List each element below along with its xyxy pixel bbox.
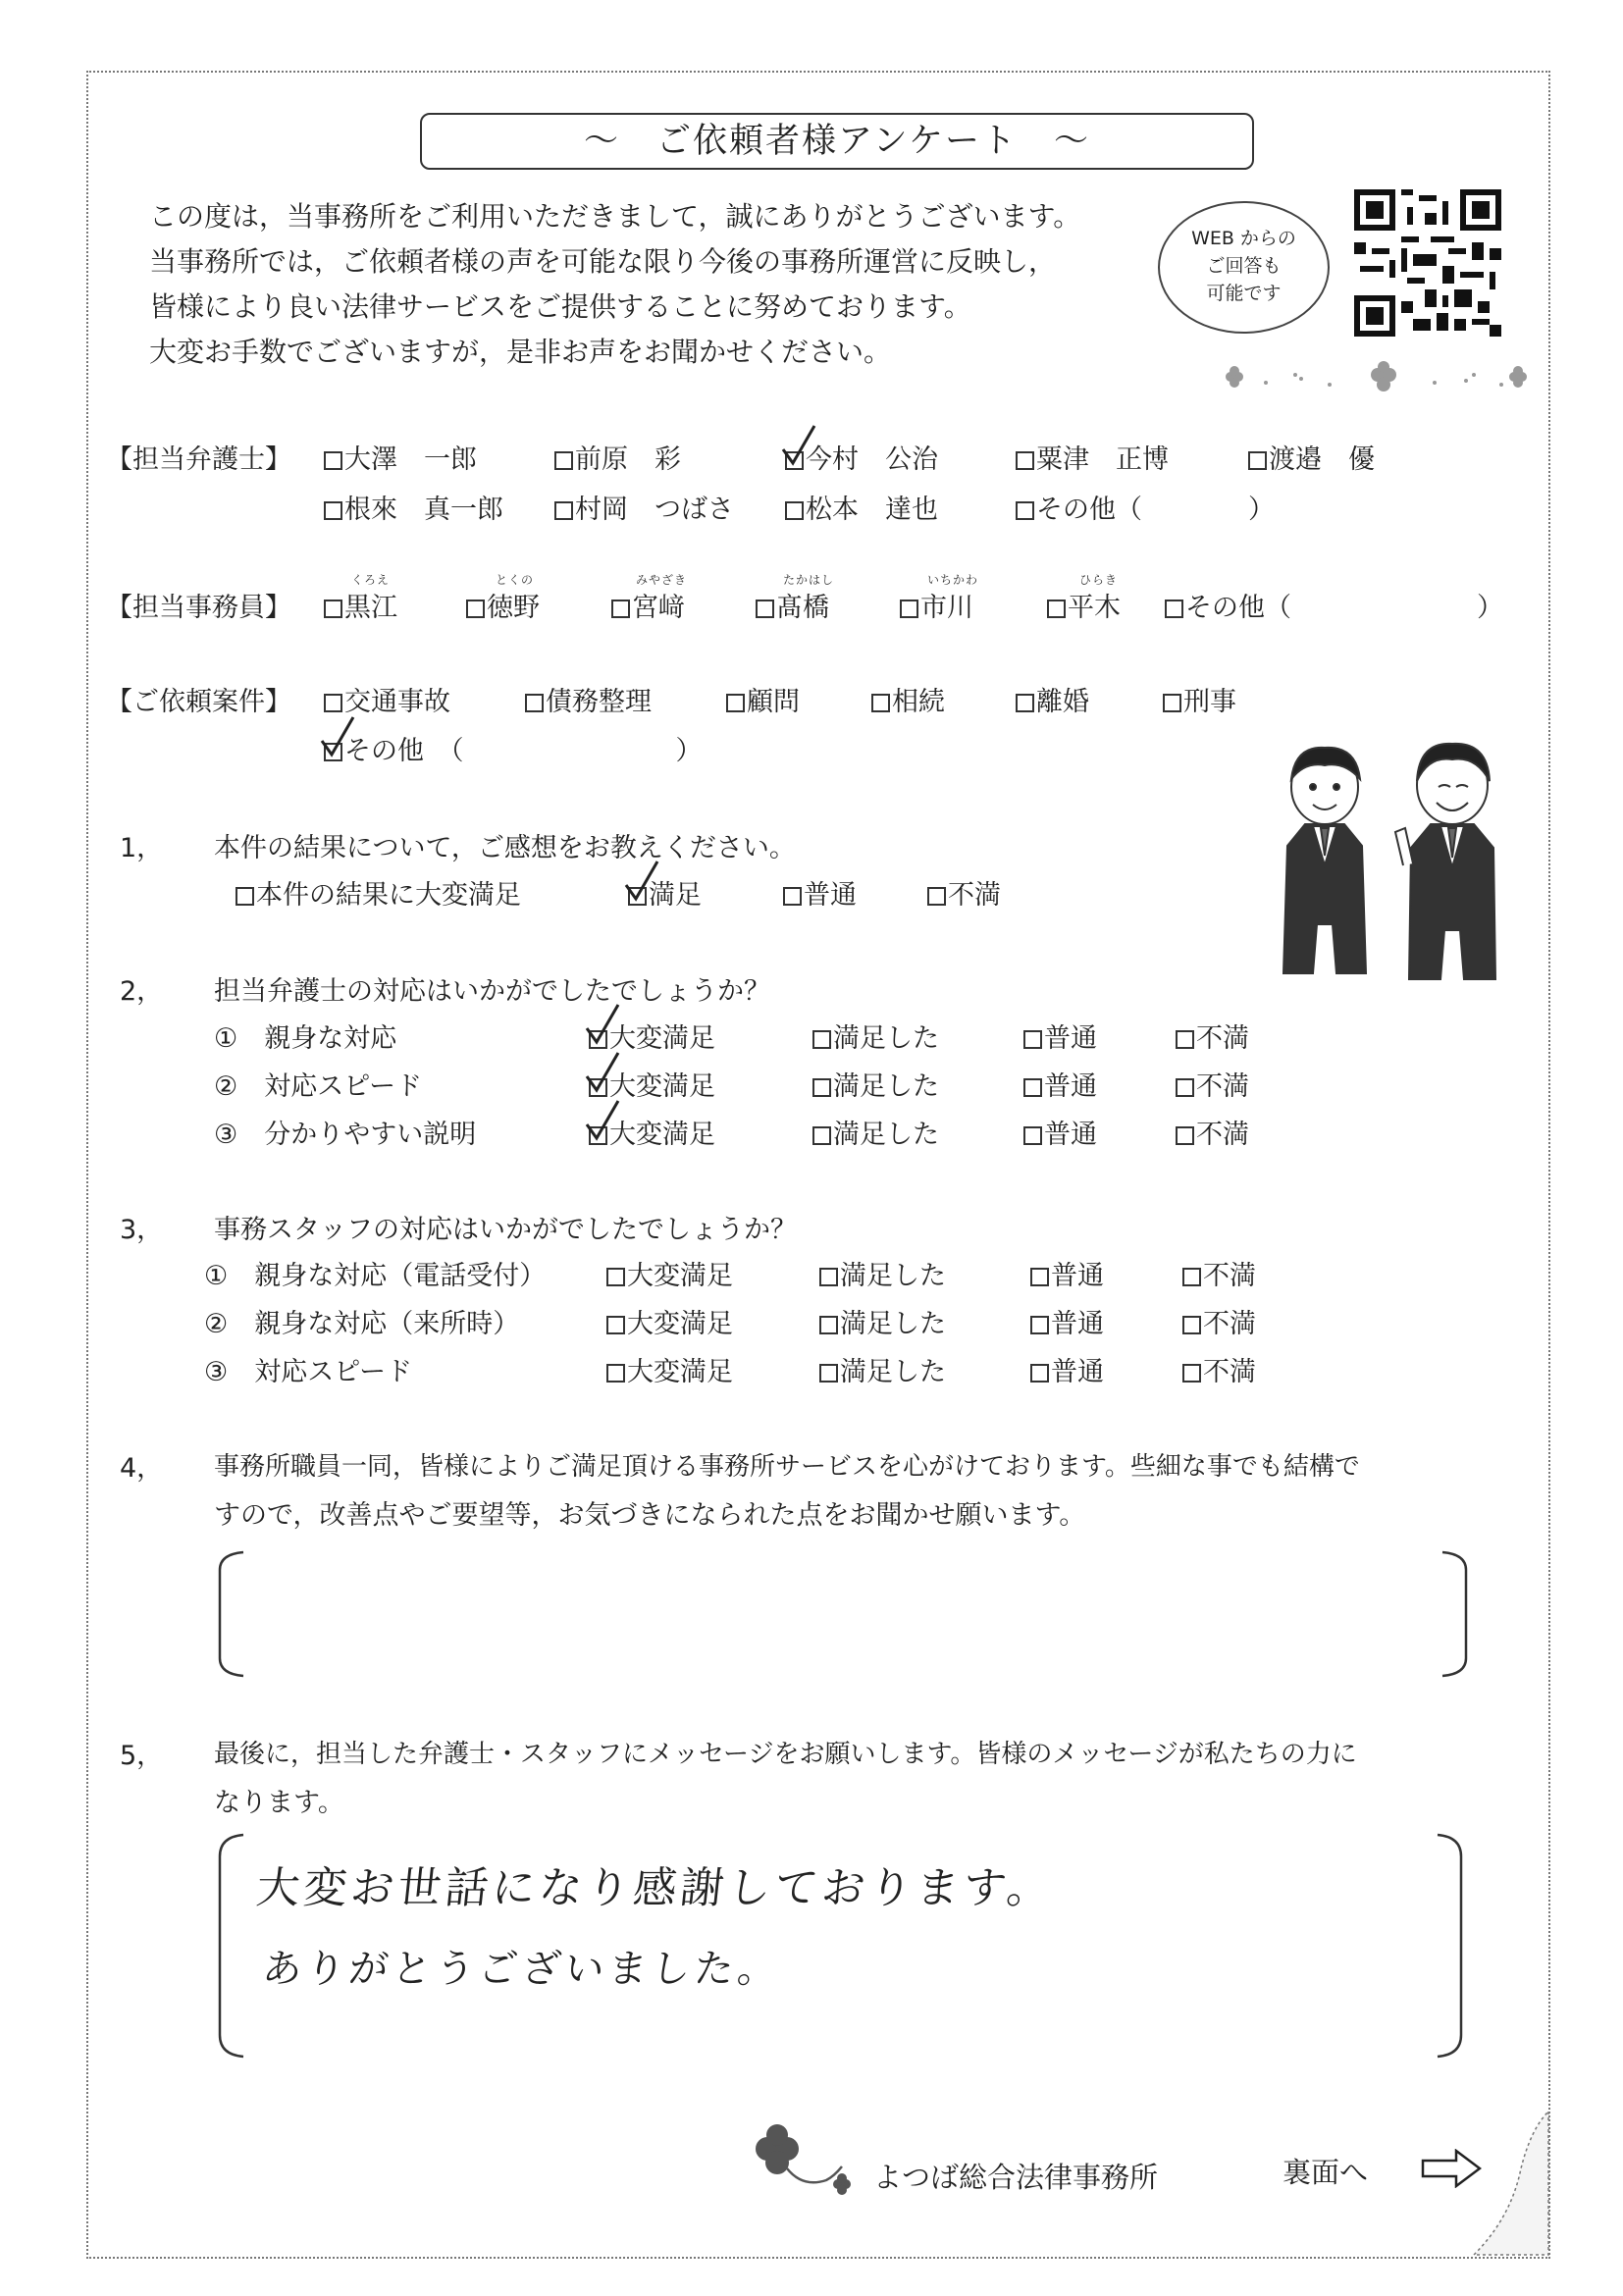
option-label: 大変満足 [609, 1023, 715, 1054]
q1-option[interactable] [783, 873, 857, 912]
checkbox[interactable] [1016, 501, 1034, 520]
checkbox[interactable] [1176, 1030, 1194, 1049]
lawyer-option[interactable] [554, 438, 681, 476]
option-label: 不満 [948, 880, 1001, 911]
lawyer-option[interactable] [324, 488, 503, 526]
checkbox[interactable] [819, 1316, 838, 1334]
case-option[interactable] [871, 680, 945, 718]
checkbox[interactable] [1016, 451, 1034, 470]
staff-name: 髙橋 [776, 593, 829, 623]
checkbox-checked[interactable] [628, 887, 647, 906]
q3-option[interactable] [819, 1254, 946, 1292]
qr-code-icon[interactable] [1354, 189, 1501, 337]
case-label: 債務整理 [546, 687, 652, 717]
checkbox[interactable] [611, 600, 630, 618]
checkbox[interactable] [1023, 1078, 1042, 1097]
right-bracket-icon [1433, 1550, 1472, 1678]
q2-option[interactable] [812, 1017, 939, 1055]
q2-option[interactable] [1023, 1017, 1097, 1055]
checkbox[interactable] [1182, 1268, 1201, 1286]
checkbox[interactable] [1176, 1126, 1194, 1145]
page-curl-icon [1472, 2110, 1550, 2257]
q5-text-cont: なります。 [214, 1788, 344, 1818]
checkbox[interactable] [236, 887, 254, 906]
q2-option[interactable] [1176, 1017, 1249, 1055]
case-label: 刑事 [1183, 687, 1236, 717]
lawyers-illustration-icon [1266, 738, 1521, 993]
q3-option[interactable] [1030, 1254, 1104, 1292]
checkbox[interactable] [1023, 1030, 1042, 1049]
option-label: 普通 [804, 880, 857, 911]
option-label: 満足した [833, 1120, 939, 1150]
right-bracket-icon [1428, 1833, 1467, 2059]
checkbox[interactable] [1163, 694, 1181, 712]
q1-option[interactable] [236, 873, 521, 912]
checkbox[interactable] [606, 1316, 625, 1334]
q2-row-label: ① 親身な対応 [214, 1023, 397, 1054]
option-label: 不満 [1203, 1261, 1256, 1291]
q4-text: 事務所職員一同，皆様によりご満足頂ける事務所サービスを心がけております。些細な事でも結構で [214, 1452, 1360, 1482]
intro-line: 大変お手数でございますが，是非お声をお聞かせください。 [149, 336, 892, 368]
checkbox[interactable] [525, 694, 544, 712]
checkbox[interactable] [927, 887, 946, 906]
q3-option[interactable] [1030, 1302, 1104, 1340]
checkbox[interactable] [900, 600, 918, 618]
case-option[interactable] [726, 680, 800, 718]
checkbox-checked[interactable] [589, 1126, 607, 1145]
option-label: 満足した [833, 1023, 939, 1054]
staff-name: その他（ ） [1185, 593, 1503, 623]
intro-line: この度は，当事務所をご利用いただきまして，誠にありがとうございます。 [149, 200, 1081, 233]
checkbox[interactable] [1030, 1316, 1049, 1334]
checkbox[interactable] [1248, 451, 1267, 470]
checkbox[interactable] [812, 1030, 831, 1049]
q2-option[interactable] [812, 1065, 939, 1103]
q3-row-label: ① 親身な対応（電話受付） [204, 1261, 547, 1291]
bubble-line: WEB からの [1191, 228, 1296, 249]
checkbox[interactable] [1030, 1268, 1049, 1286]
option-label: 大変満足 [627, 1357, 733, 1387]
staff-option[interactable] [756, 586, 829, 624]
staff-name: 徳野 [487, 593, 540, 623]
staff-ruby: いちかわ [927, 573, 979, 587]
option-label: 満足した [840, 1357, 946, 1387]
case-label: 離婚 [1036, 687, 1089, 717]
option-label: 満足した [840, 1309, 946, 1339]
checkbox-checked[interactable] [589, 1078, 607, 1097]
q2-option[interactable] [1176, 1113, 1249, 1151]
checkbox[interactable] [819, 1364, 838, 1383]
q3-option[interactable] [819, 1350, 946, 1388]
lawyer-section-label: 【担当弁護士】 [106, 444, 291, 475]
case-label: 交通事故 [344, 687, 450, 717]
checkbox[interactable] [1023, 1126, 1042, 1145]
case-option[interactable] [1016, 680, 1089, 718]
q3-option[interactable] [1182, 1254, 1256, 1292]
lawyer-name: 松本 達也 [806, 495, 938, 525]
q3-text: 事務スタッフの対応はいかがでしたでしょうか？ [214, 1215, 797, 1245]
bubble-line: 可能です [1206, 283, 1282, 304]
option-label: 大変満足 [627, 1261, 733, 1291]
q3-number: 3， [120, 1215, 164, 1245]
intro-line: 皆様により良い法律サービスをご提供することに努めております。 [149, 290, 971, 323]
q1-text: 本件の結果について，ご感想をお教えください。 [214, 833, 796, 863]
checkbox[interactable] [1182, 1364, 1201, 1383]
q2-option[interactable] [1176, 1065, 1249, 1103]
q3-option[interactable] [1182, 1350, 1256, 1388]
q3-option[interactable] [1030, 1350, 1104, 1388]
q3-row-label: ② 親身な対応（来所時） [204, 1309, 520, 1339]
option-label: 普通 [1044, 1023, 1097, 1054]
staff-option[interactable] [1047, 586, 1121, 624]
checkbox[interactable] [1182, 1316, 1201, 1334]
staff-name: 宮﨑 [632, 593, 685, 623]
staff-name: 黒江 [344, 593, 397, 623]
option-label: 満足 [649, 880, 702, 911]
checkbox[interactable] [871, 694, 890, 712]
staff-ruby: たかはし [783, 573, 835, 587]
lawyer-name: 前原 彩 [575, 444, 681, 475]
bubble-line: ご回答も [1206, 255, 1282, 277]
checkbox-checked[interactable] [324, 743, 342, 761]
checkbox[interactable] [1030, 1364, 1049, 1383]
staff-name: 市川 [920, 593, 973, 623]
staff-option[interactable] [466, 586, 540, 624]
option-label: 普通 [1051, 1261, 1104, 1291]
option-label: 満足した [840, 1261, 946, 1291]
lawyer-option[interactable] [554, 488, 734, 526]
lawyer-option[interactable] [324, 438, 477, 476]
case-label: 顧問 [747, 687, 800, 717]
q2-row-label: ③ 分かりやすい説明 [214, 1120, 477, 1150]
option-label: 満足した [833, 1071, 939, 1102]
lawyer-option[interactable] [1248, 438, 1375, 476]
option-label: 不満 [1203, 1309, 1256, 1339]
checkbox[interactable] [1176, 1078, 1194, 1097]
checkbox[interactable] [783, 887, 802, 906]
staff-option[interactable] [611, 586, 685, 624]
option-label: 普通 [1051, 1309, 1104, 1339]
checkbox[interactable] [819, 1268, 838, 1286]
option-label: 普通 [1044, 1120, 1097, 1150]
option-label: 本件の結果に大変満足 [256, 880, 521, 911]
checkbox-checked[interactable] [589, 1030, 607, 1049]
staff-section-label: 【担当事務員】 [106, 593, 291, 623]
staff-ruby: ひらき [1079, 573, 1119, 587]
checkbox[interactable] [466, 600, 485, 618]
q4-text-cont: すので，改善点やご要望等，お気づきになられた点をお聞かせ願います。 [214, 1500, 1086, 1531]
checkbox[interactable] [812, 1126, 831, 1145]
q3-option[interactable] [606, 1254, 733, 1292]
q1-number: 1， [120, 833, 164, 863]
case-option[interactable] [324, 680, 450, 718]
checkbox[interactable] [324, 694, 342, 712]
checkbox[interactable] [606, 1364, 625, 1383]
checkbox[interactable] [756, 600, 774, 618]
lawyer-option[interactable] [1016, 438, 1169, 476]
checkbox[interactable] [812, 1078, 831, 1097]
checkbox[interactable] [785, 501, 804, 520]
option-label: 不満 [1196, 1120, 1249, 1150]
case-label: その他 （ ） [344, 736, 703, 766]
option-label: 不満 [1196, 1071, 1249, 1102]
checkbox[interactable] [1165, 600, 1183, 618]
clover-logo-icon [744, 2119, 862, 2198]
q1-option[interactable] [628, 873, 702, 912]
option-label: 普通 [1051, 1357, 1104, 1387]
q5-handwritten-answer-line[interactable]: 大変お世話になり感謝しております。 [253, 1863, 1057, 1913]
q3-option[interactable] [1182, 1302, 1256, 1340]
q2-option[interactable] [1023, 1113, 1097, 1151]
q4-answer-field[interactable] [236, 1560, 1442, 1668]
q5-handwritten-answer-line[interactable]: ありがとうございました。 [260, 1947, 784, 1992]
staff-ruby: とくの [496, 573, 535, 587]
checkbox[interactable] [324, 451, 342, 470]
case-option-other[interactable] [324, 729, 703, 767]
q3-row-label: ③ 対応スピード [204, 1357, 413, 1387]
staff-ruby: みやざき [636, 573, 688, 587]
staff-option[interactable] [324, 586, 397, 624]
checkbox[interactable] [554, 501, 573, 520]
option-label: 不満 [1196, 1023, 1249, 1054]
option-label: 大変満足 [609, 1071, 715, 1102]
staff-name: 平木 [1068, 593, 1121, 623]
option-label: 大変満足 [609, 1120, 715, 1150]
case-label: 相続 [892, 687, 945, 717]
lawyer-option[interactable] [785, 488, 938, 526]
firm-name: よつば総合法律事務所 [873, 2161, 1159, 2194]
q2-option[interactable] [812, 1113, 939, 1151]
checkbox[interactable] [324, 501, 342, 520]
checkbox[interactable] [1016, 694, 1034, 712]
left-bracket-icon [214, 1833, 253, 2059]
q2-option[interactable] [1023, 1065, 1097, 1103]
lawyer-name: 粟津 正博 [1036, 444, 1169, 475]
q2-option[interactable] [589, 1065, 715, 1103]
lawyer-option-other[interactable] [1016, 488, 1275, 526]
option-label: 普通 [1044, 1071, 1097, 1102]
next-page-label[interactable]: 裏面へ [1283, 2156, 1369, 2189]
staff-option-other[interactable] [1165, 586, 1503, 624]
clover-decoration-icon [1217, 361, 1541, 400]
lawyer-option[interactable] [785, 438, 938, 476]
staff-option[interactable] [900, 586, 973, 624]
q2-number: 2， [120, 976, 164, 1007]
page-title: ～ ご依頼者様アンケート ～ [420, 113, 1254, 170]
checkbox-checked[interactable] [785, 451, 804, 470]
lawyer-name: 渡邉 優 [1269, 444, 1375, 475]
intro-line: 当事務所では，ご依頼者様の声を可能な限り今後の事務所運営に反映し， [149, 245, 1057, 278]
q2-row-label: ② 対応スピード [214, 1071, 423, 1102]
lawyer-name: 根來 真一郎 [344, 495, 503, 525]
case-option[interactable] [525, 680, 652, 718]
q5-number: 5， [120, 1741, 164, 1771]
staff-ruby: くろえ [351, 573, 391, 587]
lawyer-name: 大澤 一郎 [344, 444, 477, 475]
q2-option[interactable] [589, 1113, 715, 1151]
lawyer-name: 今村 公治 [806, 444, 938, 475]
intro-text [149, 194, 1080, 375]
q3-option[interactable] [606, 1350, 733, 1388]
q3-option[interactable] [819, 1302, 946, 1340]
checkbox[interactable] [726, 694, 745, 712]
case-option[interactable] [1163, 680, 1236, 718]
lawyer-name: その他（ ） [1036, 495, 1275, 525]
checkbox[interactable] [324, 600, 342, 618]
left-bracket-icon [214, 1550, 253, 1678]
q5-text: 最後に，担当した弁護士・スタッフにメッセージをお願いします。皆様のメッセージが私たちの力に [214, 1740, 1357, 1769]
web-answer-bubble [1158, 201, 1330, 334]
q4-number: 4， [120, 1453, 164, 1484]
q2-option[interactable] [589, 1017, 715, 1055]
q3-option[interactable] [606, 1302, 733, 1340]
checkbox[interactable] [1047, 600, 1066, 618]
q1-option[interactable] [927, 873, 1001, 912]
option-label: 不満 [1203, 1357, 1256, 1387]
case-section-label: 【ご依頼案件】 [106, 687, 291, 717]
checkbox[interactable] [606, 1268, 625, 1286]
checkbox[interactable] [554, 451, 573, 470]
q2-text: 担当弁護士の対応はいかがでしたでしょうか？ [214, 976, 770, 1007]
option-label: 大変満足 [627, 1309, 733, 1339]
lawyer-name: 村岡 つばさ [575, 495, 734, 525]
